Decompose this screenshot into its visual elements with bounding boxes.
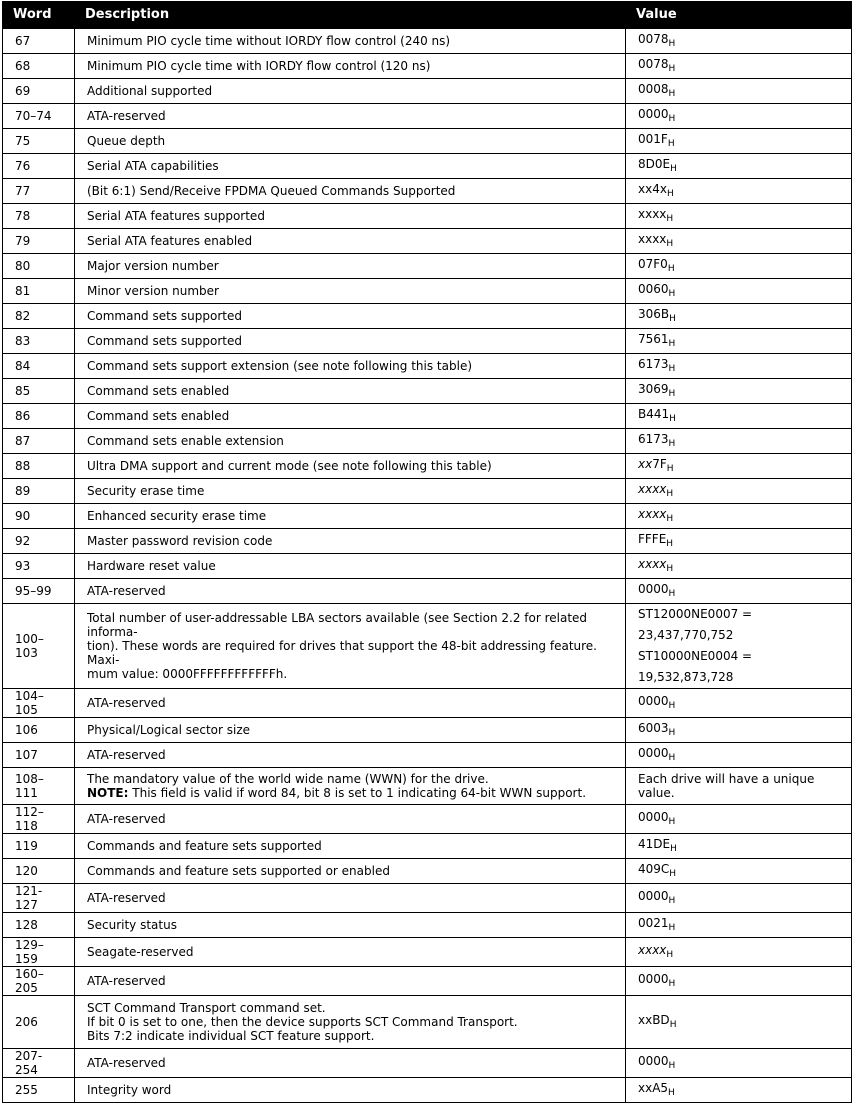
cell-word: 107 [3, 743, 75, 768]
table-row [3, 479, 852, 504]
cell-description: Command sets supported [75, 304, 626, 329]
table-row [3, 805, 852, 834]
cell-description: Master password revision code [75, 529, 626, 554]
value-text: xxxx [638, 481, 667, 496]
hex-subscript: H [666, 238, 674, 249]
table-row [3, 404, 852, 429]
value-text: 001F [638, 131, 668, 146]
value-text: 306B [638, 306, 670, 321]
table-row [3, 104, 852, 129]
table-row [3, 79, 852, 104]
hex-subscript: H [666, 488, 674, 499]
hex-subscript: H [668, 700, 676, 711]
cell-word: 84 [3, 354, 75, 379]
cell-word: 106 [3, 718, 75, 743]
table-row [3, 29, 852, 54]
cell-description: Commands and feature sets supported or enabled [75, 859, 626, 884]
identify-device-table [2, 1, 852, 1103]
cell-description: Integrity word [75, 1078, 626, 1103]
value-line: ST12000NE0007 = 23,437,770,752 [638, 607, 753, 642]
hex-subscript: H [666, 213, 674, 224]
cell-description: Additional supported [75, 79, 626, 104]
cell-value [626, 304, 852, 329]
table-row [3, 504, 852, 529]
value-text: xxA5 [638, 1080, 669, 1095]
cell-word: 92 [3, 529, 75, 554]
table-row [3, 884, 852, 913]
cell-word: 78 [3, 204, 75, 229]
cell-word: 85 [3, 379, 75, 404]
cell-word: 93 [3, 554, 75, 579]
cell-word: 87 [3, 429, 75, 454]
cell-description: Hardware reset value [75, 554, 626, 579]
cell-word: 83 [3, 329, 75, 354]
table-row [3, 689, 852, 718]
hex-subscript: H [668, 338, 676, 349]
cell-word: 128 [3, 913, 75, 938]
cell-word: 81 [3, 279, 75, 304]
hex-subscript: H [668, 1060, 676, 1071]
cell-description: Seagate-reserved [75, 938, 626, 967]
cell-description: Minor version number [75, 279, 626, 304]
cell-word: 89 [3, 479, 75, 504]
table-row [3, 718, 852, 743]
hex-subscript: H [667, 263, 675, 274]
cell-value [626, 104, 852, 129]
cell-value [626, 154, 852, 179]
cell-value [626, 604, 852, 689]
cell-value [626, 967, 852, 996]
cell-description: (Bit 6:1) Send/Receive FPDMA Queued Commands Supported [75, 179, 626, 204]
value-text: 6173 [638, 356, 669, 371]
cell-description: Command sets enable extension [75, 429, 626, 454]
cell-description: Ultra DMA support and current mode (see note following this table) [75, 454, 626, 479]
cell-word: 206 [3, 996, 75, 1049]
value-text: 6173 [638, 431, 669, 446]
table-header-row [3, 2, 852, 29]
cell-word: 121-127 [3, 884, 75, 913]
hex-subscript: H [668, 113, 676, 124]
table-row [3, 996, 852, 1049]
cell-description: ATA-reserved [75, 805, 626, 834]
table-row [3, 834, 852, 859]
hex-subscript: H [669, 313, 676, 324]
cell-word: 80 [3, 254, 75, 279]
cell-value [626, 996, 852, 1049]
table-row [3, 54, 852, 79]
cell-word: 160–205 [3, 967, 75, 996]
hex-subscript: H [667, 138, 675, 149]
cell-description: Major version number [75, 254, 626, 279]
value-text: xxxx [638, 231, 667, 246]
hex-subscript: H [669, 413, 676, 424]
value-text: 41DE [638, 836, 671, 851]
cell-value [626, 429, 852, 454]
value-text: 0000 [638, 1053, 669, 1068]
cell-description: ATA-reserved [75, 967, 626, 996]
cell-value: Each drive will have a unique value. [626, 768, 852, 805]
hex-subscript: H [666, 513, 674, 524]
cell-value [626, 689, 852, 718]
table-row [3, 329, 852, 354]
cell-value [626, 718, 852, 743]
cell-word: 70–74 [3, 104, 75, 129]
hex-subscript: H [669, 1019, 677, 1030]
cell-value [626, 554, 852, 579]
cell-description: Command sets enabled [75, 379, 626, 404]
cell-value [626, 529, 852, 554]
hex-subscript: H [670, 843, 677, 854]
value-text: 0000 [638, 971, 669, 986]
cell-description [75, 604, 626, 689]
description-line: The mandatory value of the world wide name (WWN) for the drive. [87, 772, 489, 786]
table-row [3, 743, 852, 768]
cell-value [626, 404, 852, 429]
cell-word: 77 [3, 179, 75, 204]
hex-subscript: H [668, 895, 676, 906]
cell-value [626, 129, 852, 154]
value-text: 0000 [638, 693, 669, 708]
cell-description: ATA-reserved [75, 104, 626, 129]
hex-subscript: H [668, 588, 676, 599]
hex-subscript: H [666, 949, 674, 960]
hex-subscript: H [668, 38, 676, 49]
description-line: tion). These words are required for drives that support the 48-bit addressing feature. Maxi- [87, 639, 597, 667]
cell-value [626, 884, 852, 913]
cell-description: Minimum PIO cycle time with IORDY flow control (120 ns) [75, 54, 626, 79]
cell-description: Serial ATA features supported [75, 204, 626, 229]
hex-subscript: H [668, 816, 676, 827]
table-row [3, 354, 852, 379]
table-row [3, 454, 852, 479]
table-body [3, 29, 852, 1103]
value-text: 0000 [638, 809, 669, 824]
cell-value [626, 229, 852, 254]
table-row [3, 179, 852, 204]
value-text: 409C [638, 861, 670, 876]
cell-word: 100–103 [3, 604, 75, 689]
value-text: 0000 [638, 581, 669, 596]
cell-value [626, 179, 852, 204]
table-row [3, 304, 852, 329]
cell-description: ATA-reserved [75, 743, 626, 768]
description-line: Total number of user-addressable LBA sectors available (see Section 2.2 for related informa- [87, 611, 588, 639]
cell-word: 112–118 [3, 805, 75, 834]
value-text: 0078 [638, 31, 669, 46]
value-text: 0000 [638, 888, 669, 903]
cell-description: Command sets support extension (see note following this table) [75, 354, 626, 379]
cell-word: 104–105 [3, 689, 75, 718]
cell-word: 108–111 [3, 768, 75, 805]
table-row [3, 204, 852, 229]
hex-subscript: H [668, 438, 676, 449]
table-row [3, 379, 852, 404]
value-text: xxxx [638, 506, 667, 521]
cell-value [626, 279, 852, 304]
hex-subscript: H [668, 388, 676, 399]
cell-value [626, 1049, 852, 1078]
cell-word: 255 [3, 1078, 75, 1103]
cell-description: Serial ATA capabilities [75, 154, 626, 179]
value-text: 0060 [638, 281, 669, 296]
value-text: 0000 [638, 745, 669, 760]
cell-description: ATA-reserved [75, 579, 626, 604]
value-text: 0008 [638, 81, 669, 96]
cell-description: Security erase time [75, 479, 626, 504]
table-row [3, 1049, 852, 1078]
description-line: mum value: 0000FFFFFFFFFFFFh. [87, 667, 288, 681]
table-row [3, 579, 852, 604]
cell-description [75, 996, 626, 1049]
cell-word: 119 [3, 834, 75, 859]
cell-value [626, 254, 852, 279]
cell-word: 67 [3, 29, 75, 54]
cell-value [626, 479, 852, 504]
value-text: xx4x [638, 181, 667, 196]
cell-value [626, 329, 852, 354]
cell-description: Security status [75, 913, 626, 938]
value-text: xxxx [638, 556, 667, 571]
header-word: Word [3, 2, 75, 29]
table-row [3, 529, 852, 554]
table-row [3, 938, 852, 967]
note-label: NOTE: [87, 786, 129, 800]
cell-value [626, 354, 852, 379]
cell-word: 95–99 [3, 579, 75, 604]
cell-value [626, 1078, 852, 1103]
table-row [3, 604, 852, 689]
cell-word: 86 [3, 404, 75, 429]
description-line: If bit 0 is set to one, then the device supports SCT Command Transport. [87, 1015, 518, 1029]
cell-description: Command sets supported [75, 329, 626, 354]
cell-description: ATA-reserved [75, 884, 626, 913]
cell-value [626, 504, 852, 529]
hex-subscript: H [668, 63, 676, 74]
table-row [3, 229, 852, 254]
cell-word: 68 [3, 54, 75, 79]
description-line: Bits 7:2 indicate individual SCT feature support. [87, 1029, 375, 1043]
hex-subscript: H [666, 188, 674, 199]
cell-description: Minimum PIO cycle time without IORDY flow control (240 ns) [75, 29, 626, 54]
table-row [3, 859, 852, 884]
table-row [3, 1078, 852, 1103]
cell-description: Commands and feature sets supported [75, 834, 626, 859]
cell-value [626, 938, 852, 967]
cell-value [626, 913, 852, 938]
table-row [3, 768, 852, 805]
cell-word: 90 [3, 504, 75, 529]
value-text: xxxx [638, 206, 667, 221]
hex-subscript: H [666, 563, 674, 574]
cell-value [626, 454, 852, 479]
cell-description: Physical/Logical sector size [75, 718, 626, 743]
description-note [87, 786, 613, 800]
cell-value [626, 859, 852, 884]
cell-value [626, 743, 852, 768]
table-row [3, 967, 852, 996]
cell-value [626, 204, 852, 229]
hex-subscript: H [668, 363, 676, 374]
value-text: 8D0E [638, 156, 671, 171]
cell-value [626, 579, 852, 604]
cell-value [626, 29, 852, 54]
cell-description [75, 768, 626, 805]
value-text: 0000 [638, 106, 669, 121]
cell-value [626, 834, 852, 859]
hex-subscript: H [670, 163, 677, 174]
hex-subscript: H [666, 538, 674, 549]
hex-subscript: H [668, 727, 676, 738]
cell-value [626, 79, 852, 104]
value-text: xx7F [638, 456, 667, 471]
table-row [3, 129, 852, 154]
header-description: Description [75, 2, 626, 29]
cell-value [626, 805, 852, 834]
hex-subscript: H [666, 463, 674, 474]
cell-word: 207-254 [3, 1049, 75, 1078]
table-row [3, 913, 852, 938]
cell-word: 88 [3, 454, 75, 479]
cell-word: 82 [3, 304, 75, 329]
cell-word: 120 [3, 859, 75, 884]
table-row [3, 554, 852, 579]
cell-description: ATA-reserved [75, 1049, 626, 1078]
value-text: B441 [638, 406, 670, 421]
value-text: 0078 [638, 56, 669, 71]
cell-description: Serial ATA features enabled [75, 229, 626, 254]
hex-subscript: H [668, 922, 676, 933]
cell-description: Command sets enabled [75, 404, 626, 429]
hex-subscript: H [668, 978, 676, 989]
cell-word: 76 [3, 154, 75, 179]
note-text: This field is valid if word 84, bit 8 is set to 1 indicating 64-bit WWN support. [128, 786, 587, 800]
hex-subscript: H [668, 1087, 675, 1098]
value-text: 7561 [638, 331, 669, 346]
value-text: xxxx [638, 942, 667, 957]
value-text: xxBD [638, 1012, 670, 1027]
value-text: FFFE [638, 531, 667, 546]
cell-description: Enhanced security erase time [75, 504, 626, 529]
value-text: 6003 [638, 720, 669, 735]
hex-subscript: H [668, 288, 676, 299]
table-row [3, 429, 852, 454]
cell-description: Queue depth [75, 129, 626, 154]
cell-word: 75 [3, 129, 75, 154]
hex-subscript: H [668, 88, 676, 99]
cell-word: 79 [3, 229, 75, 254]
value-line: ST10000NE0004 = 19,532,873,728 [638, 649, 753, 684]
value-text: 3069 [638, 381, 669, 396]
cell-word: 129–159 [3, 938, 75, 967]
hex-subscript: H [669, 868, 677, 879]
value-text: 07F0 [638, 256, 668, 271]
header-value: Value [626, 2, 852, 29]
table-row [3, 254, 852, 279]
cell-value [626, 54, 852, 79]
table-row [3, 154, 852, 179]
cell-description: ATA-reserved [75, 689, 626, 718]
description-line: SCT Command Transport command set. [87, 1001, 326, 1015]
cell-value [626, 379, 852, 404]
table-row [3, 279, 852, 304]
cell-word: 69 [3, 79, 75, 104]
value-text: 0021 [638, 915, 669, 930]
hex-subscript: H [668, 752, 676, 763]
